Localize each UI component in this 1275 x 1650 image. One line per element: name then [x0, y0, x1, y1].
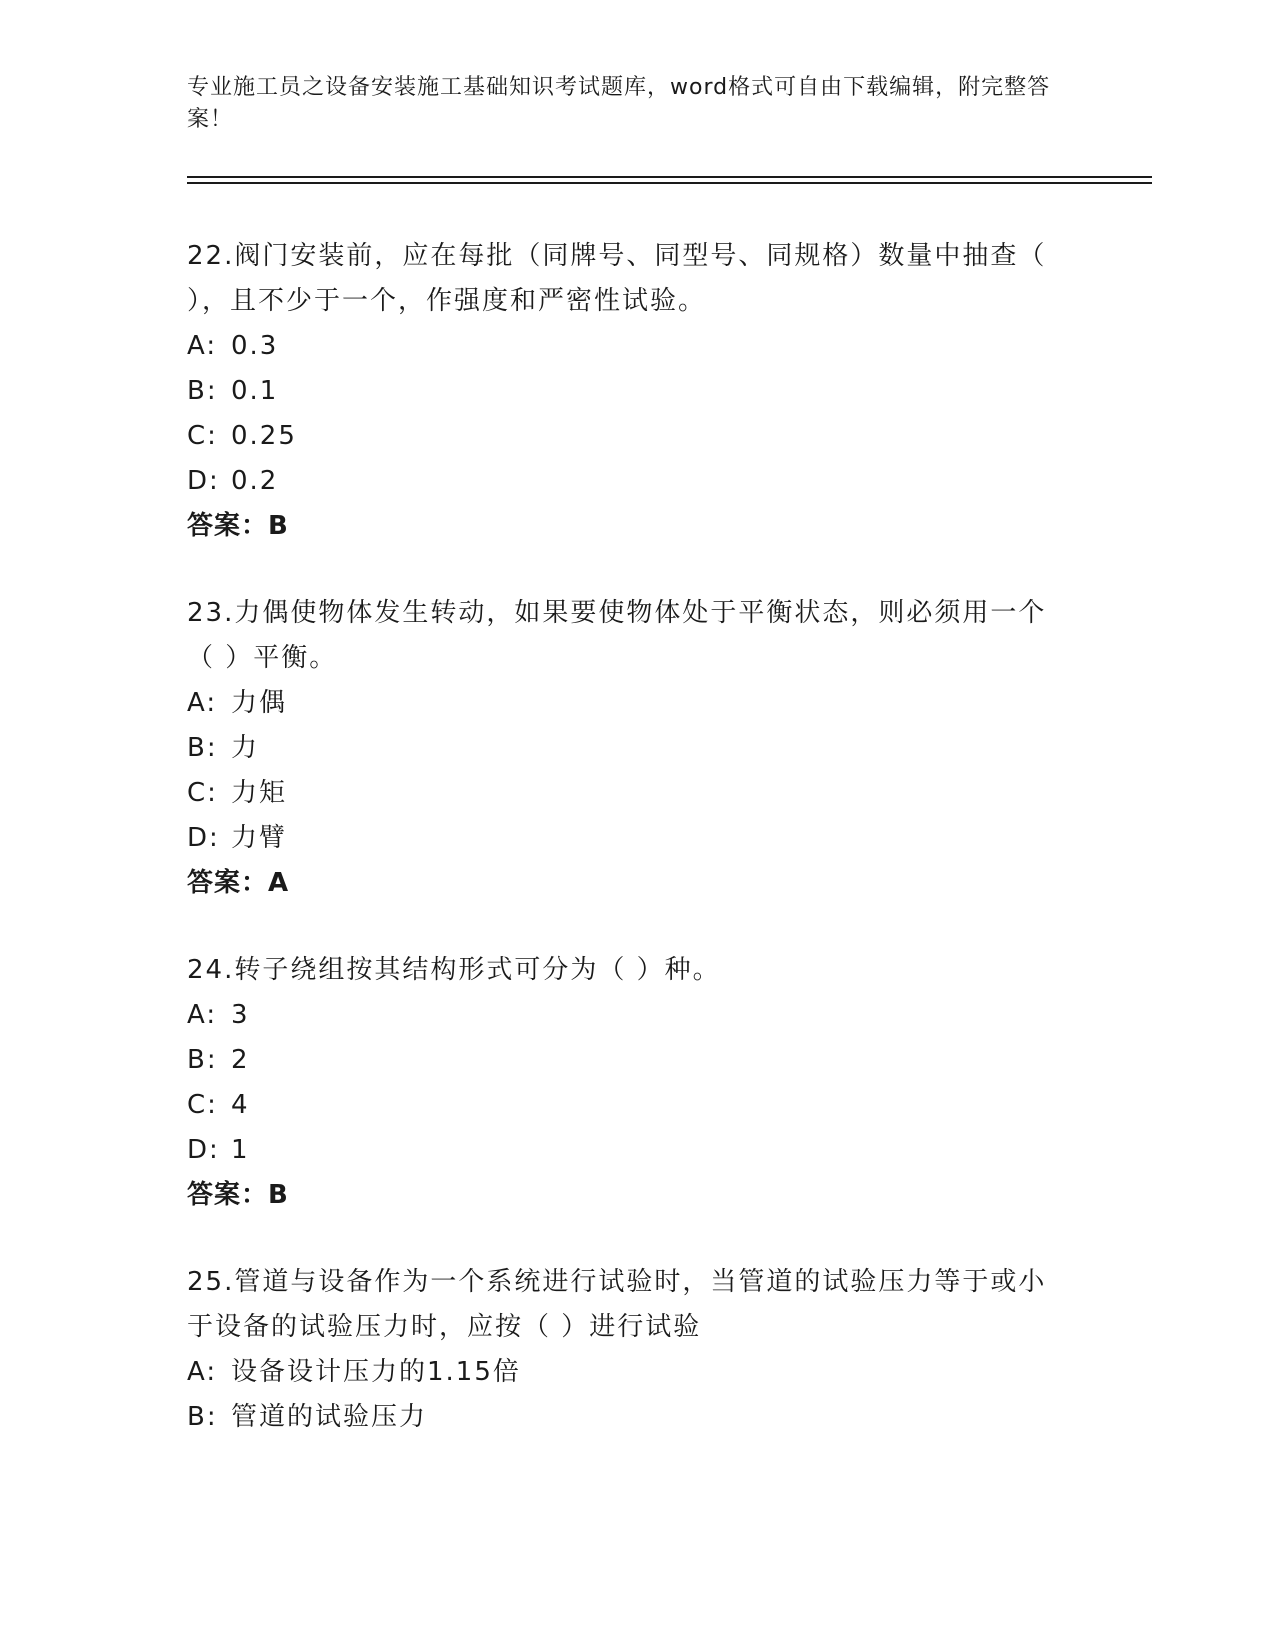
option-b	[187, 1395, 1067, 1440]
option-a	[187, 993, 1067, 1038]
option-letter: D:	[187, 823, 220, 853]
option-text: 0.3	[231, 331, 279, 361]
option-letter: B:	[187, 1045, 218, 1075]
option-text: 4	[231, 1090, 250, 1120]
header-divider-bottom	[187, 182, 1152, 184]
question-list	[187, 234, 1067, 1482]
option-c	[187, 1083, 1067, 1128]
option-b	[187, 1038, 1067, 1083]
option-text: 0.2	[231, 466, 279, 496]
option-c	[187, 771, 1067, 816]
option-text: 管道的试验压力	[231, 1402, 428, 1432]
option-d	[187, 1128, 1067, 1173]
option-a	[187, 681, 1067, 726]
document-header-title: 专业施工员之设备安装施工基础知识考试题库，word格式可自由下载编辑，附完整答案！	[187, 75, 1051, 132]
option-letter: B:	[187, 733, 218, 763]
question-text: 24.转子绕组按其结构形式可分为（ ）种。	[187, 955, 721, 985]
answer-line: 答案：B	[187, 511, 289, 541]
answer-line: 答案：B	[187, 1180, 289, 1210]
option-a	[187, 324, 1067, 369]
option-text: 3	[231, 1000, 250, 1030]
option-c	[187, 414, 1067, 459]
question-24	[187, 948, 1067, 1218]
option-d	[187, 816, 1067, 861]
option-letter: C:	[187, 1090, 218, 1120]
question-text: 22.阀门安装前，应在每批（同牌号、同型号、同规格）数量中抽查（ ），且不少于一个，作强度和严密性试验。	[187, 241, 1047, 316]
option-text: 力	[231, 733, 260, 763]
option-text: 0.25	[231, 421, 297, 451]
option-letter: D:	[187, 466, 220, 496]
option-letter: C:	[187, 421, 218, 451]
option-letter: A:	[187, 331, 218, 361]
answer-line: 答案：A	[187, 868, 290, 898]
option-letter: B:	[187, 1402, 218, 1432]
option-letter: A:	[187, 688, 218, 718]
option-b	[187, 726, 1067, 771]
option-d	[187, 459, 1067, 504]
option-text: 设备设计压力的1.15倍	[231, 1357, 521, 1387]
option-text: 力偶	[231, 688, 288, 718]
option-letter: C:	[187, 778, 218, 808]
option-letter: D:	[187, 1135, 220, 1165]
option-text: 力臂	[231, 823, 288, 853]
question-text: 25.管道与设备作为一个系统进行试验时，当管道的试验压力等于或小于设备的试验压力时，应按（ ）进行试验	[187, 1267, 1047, 1342]
option-letter: A:	[187, 1357, 218, 1387]
question-23	[187, 591, 1067, 906]
option-b	[187, 369, 1067, 414]
header-divider-top	[187, 176, 1152, 178]
option-text: 0.1	[231, 376, 279, 406]
option-letter: B:	[187, 376, 218, 406]
option-letter: A:	[187, 1000, 218, 1030]
option-text: 力矩	[231, 778, 288, 808]
question-22	[187, 234, 1067, 549]
option-a	[187, 1350, 1067, 1395]
option-text: 2	[231, 1045, 250, 1075]
question-text: 23.力偶使物体发生转动，如果要使物体处于平衡状态，则必须用一个（ ）平衡。	[187, 598, 1047, 673]
option-text: 1	[231, 1135, 250, 1165]
question-25	[187, 1260, 1067, 1440]
